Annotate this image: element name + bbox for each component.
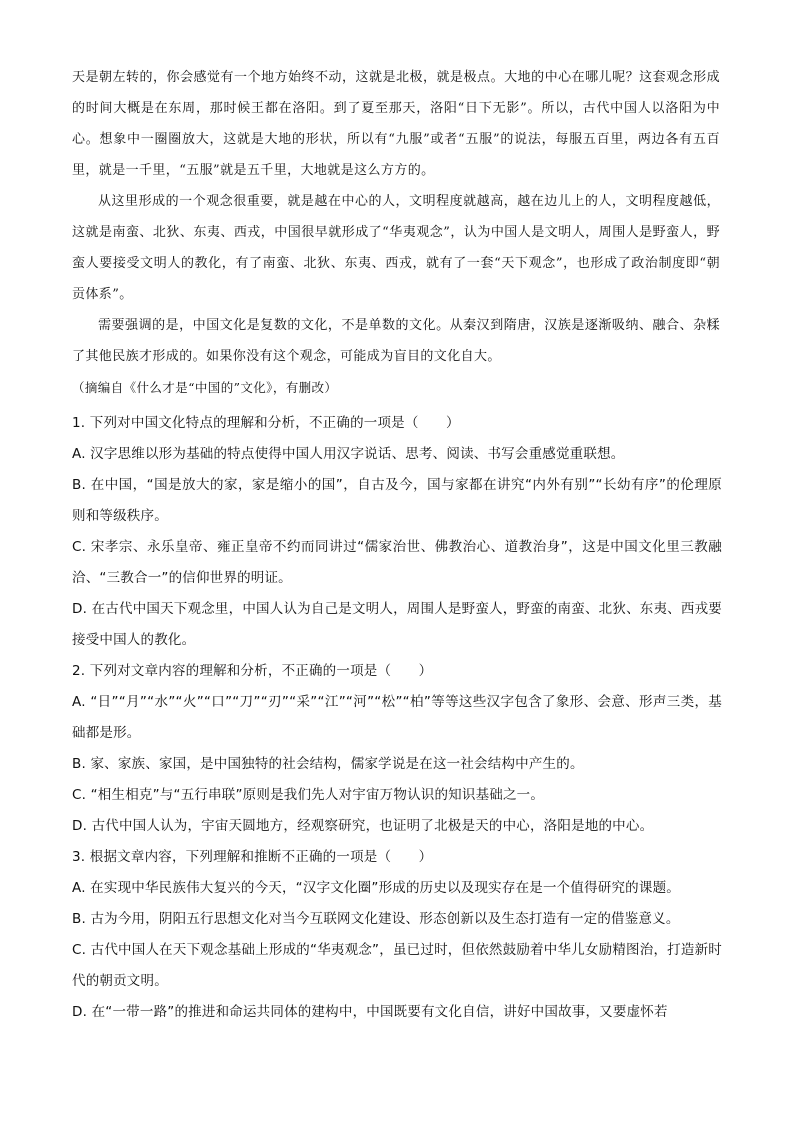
question-1-option-a: A. 汉字思维以形为基础的特点使得中国人用汉字说话、思考、阅读、书写会重感觉重联想。 (72, 446, 625, 462)
passage-paragraph-1: 天是朝左转的，你会感觉有一个地方始终不动，这就是北极，就是极点。大地的中心在哪儿呢？这套观念形成的时间大概是在东周，那时候王都在洛阳。到了夏至那天，洛阳“日下无影”。所以，古代中国人以洛阳为中心。想象中一圈圈放大，这就是大地的形状，所以有“九服”或者“五服”的说法，每服五百里，两边各有五百里，就是一千里，“五服”就是五千里，大地就是这么方方的。 (72, 70, 720, 178)
question-1-stem: 1. 下列对中国文化特点的理解和分析，不正确的一项是（ ） (72, 415, 460, 431)
question-3-option-c: C. 古代中国人在天下观念基础上形成的“华夷观念”，虽已过时，但依然鼓励着中华儿女励精图治，打造新时代的朝贡文明。 (72, 942, 722, 989)
passage-source-citation: （摘编自《什么才是“中国的”文化》，有删改） (72, 380, 338, 395)
question-1 (72, 408, 722, 656)
question-2-option-c: C. “相生相克”与“五行串联”原则是我们先人对宇宙万物认识的知识基础之一。 (72, 787, 545, 803)
question-1-option-c: C. 宋孝宗、永乐皇帝、雍正皇帝不约而同讲过“儒家治世、佛教治心、道教治身”，这是中国文化里三教融洽、“三教合一”的信仰世界的明证。 (72, 539, 722, 586)
reading-passage (72, 62, 720, 403)
question-2-option-d: D. 古代中国人认为，宇宙天圆地方，经观察研究，也证明了北极是天的中心，洛阳是地的中心。 (72, 818, 654, 834)
question-list (72, 408, 722, 1028)
question-2-option-b: B. 家、家族、家国，是中国独特的社会结构，儒家学说是在这一社会结构中产生的。 (72, 756, 584, 772)
question-3-option-a: A. 在实现中华民族伟大复兴的今天，“汉字文化圈”形成的历史以及现实存在是一个值得研究的课题。 (72, 880, 680, 896)
question-3 (72, 842, 722, 1028)
question-2-stem: 2. 下列对文章内容的理解和分析，不正确的一项是（ ） (72, 663, 433, 679)
question-2-option-a: A. “日”“月”“水”“火”“口”“刀”“刃”“采”“江”“河”“松”“柏”等等这些汉字包含了象形、会意、形声三类，基础都是形。 (72, 694, 722, 741)
passage-paragraph-2: 从这里形成的一个观念很重要，就是越在中心的人，文明程度就越高，越在边儿上的人，文明程度越低，这就是南蛮、北狄、东夷、西戎，中国很早就形成了“华夷观念”，认为中国人是文明人，周围人是野蛮人，野蛮人要接受文明人的教化，有了南蛮、北狄、东夷、西戎，就有了一套“天下观念”，也形成了政治制度即“朝贡体系”。 (72, 194, 720, 302)
passage-paragraph-3: 需要强调的是，中国文化是复数的文化，不是单数的文化。从秦汉到隋唐，汉族是逐渐吸纳、融合、杂糅了其他民族才形成的。如果你没有这个观念，可能成为盲目的文化自大。 (72, 318, 720, 364)
question-1-option-b: B. 在中国，“国是放大的家，家是缩小的国”，自古及今，国与家都在讲究“内外有别”“长幼有序”的伦理原则和等级秩序。 (72, 477, 722, 524)
question-3-option-d: D. 在“一带一路”的推进和命运共同体的建构中，中国既要有文化自信，讲好中国故事，又要虚怀若 (72, 1004, 668, 1020)
question-2 (72, 656, 722, 842)
question-3-option-b: B. 古为今用，阴阳五行思想文化对当今互联网文化建设、形态创新以及生态打造有一定的借鉴意义。 (72, 911, 680, 927)
question-1-option-d: D. 在古代中国天下观念里，中国人认为自己是文明人，周围人是野蛮人，野蛮的南蛮、北狄、东夷、西戎要接受中国人的教化。 (72, 601, 722, 648)
question-3-stem: 3. 根据文章内容，下列理解和推断不正确的一项是（ ） (72, 849, 433, 865)
